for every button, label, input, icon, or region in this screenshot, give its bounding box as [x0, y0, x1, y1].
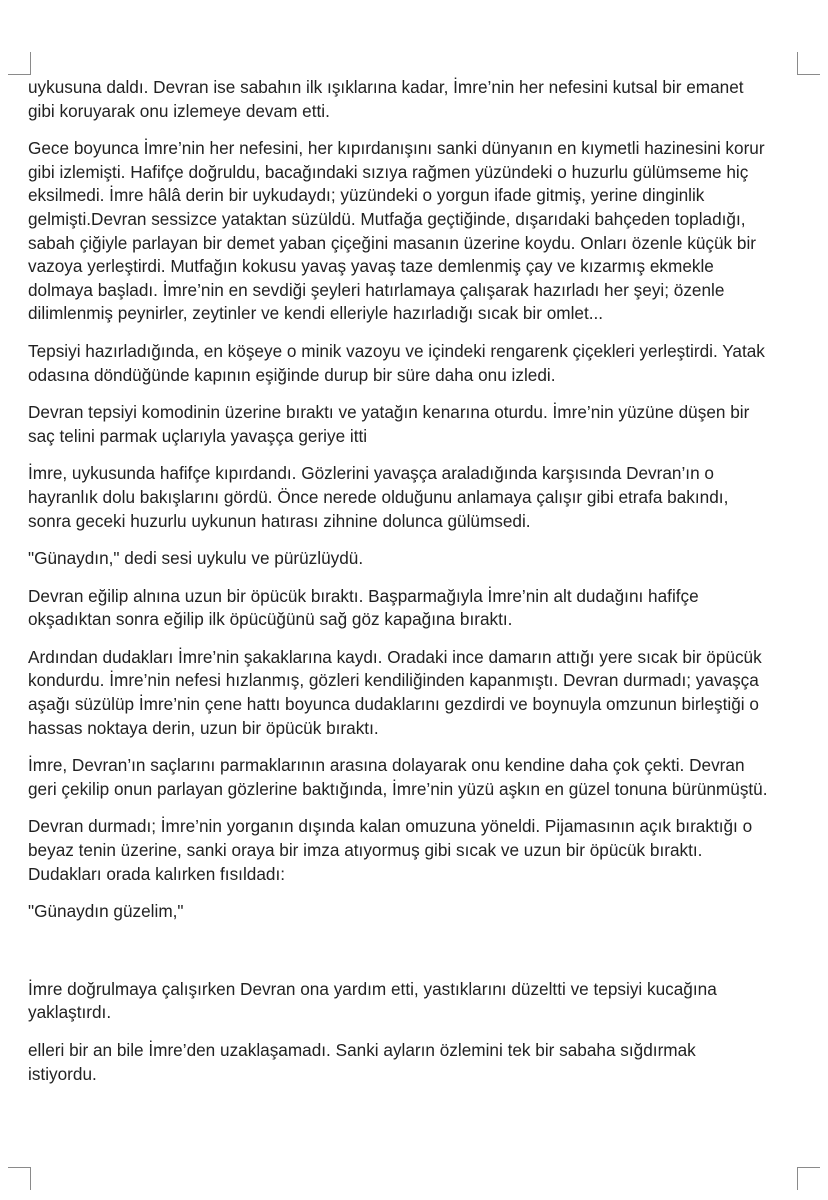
paragraph: Devran eğilip alnına uzun bir öpücük bıraktı. Başparmağıyla İmre’nin alt dudağını hafifçe okşadıktan sonra eğilip ilk öpücüğünü sağ göz kapağına bıraktı. — [28, 585, 699, 630]
paragraph: uykusuna daldı. Devran ise sabahın ilk ışıklarına kadar, İmre’nin her nefesini kutsal bir emanet gibi koruyarak onu izlemeye devam etti. — [28, 77, 744, 121]
paragraph: İmre, uykusunda hafifçe kıpırdandı. Gözlerini yavaşça araladığında karşısında Devran’ın o hayranlık dolu bakışlarını gördü. Önce nerede olduğunu anlamaya çalışır gibi etrafa bakındı, sonra geceki huzurlu uykunun hatırası zihnine dolunca gülümsedi. — [28, 463, 729, 531]
page-corner-mark-bottom-left — [8, 1167, 31, 1190]
paragraph: Gece boyunca İmre’nin her nefesini, her kıpırdanışını sanki dünyanın en kıymetli hazinesini korur gibi izlemişti. Hafifçe doğruldu, bacağındaki sızıya rağmen yüzündeki o huzurlu gülümseme hiç eksilmedi. İmre hâlâ derin bir uykudaydı; yüzündeki o yorgun ifade gitmiş, yerine dinginlik gelmişti.Devran sessizce yataktan süzüldü. Mutfağa geçtiğinde, dışarıdaki bahçeden topladığı, sabah çiğiyle parlayan bir demet yaban çiçeğini masanın üzerine koydu. Onları özenle küçük bir vazoya yerleştirdi. Mutfağın kokusu yavaş yavaş taze demlenmiş çay ve kızarmış ekmekle dolmaya başladı. İmre’nin en sevdiği şeyleri hatırlamaya çalışarak hazırladı her şeyi; özenle dilimlenmiş peynirler, zeytinler ve kendi elleriyle hazırladığı sıcak bir omlet... — [28, 138, 765, 324]
page-corner-mark-top-left — [8, 52, 31, 75]
page-corner-mark-top-right — [797, 52, 820, 75]
paragraph: İmre, Devran’ın saçlarını parmaklarının arasına dolayarak onu kendine daha çok çekti. Devran geri çekilip onun parlayan gözlerine baktığında, İmre’nin yüzü aşkın en güzel tonuna bürünmüştü. — [28, 755, 768, 799]
paragraph: "Günaydın güzelim," — [28, 901, 184, 922]
paragraph: Devran tepsiyi komodinin üzerine bıraktı ve yatağın kenarına oturdu. İmre’nin yüzüne düşen bir saç telini parmak uçlarıyla yavaşça geriye itti — [28, 402, 750, 446]
paragraph: Tepsiyi hazırladığında, en köşeye o minik vazoyu ve içindeki rengarenk çiçekleri yerleştirdi. Yatak odasına döndüğünde kapının eşiğinde durup bir süre daha onu izledi. — [28, 340, 765, 385]
paragraph: Ardından dudakları İmre’nin şakaklarına kaydı. Oradaki ince damarın attığı yere sıcak bir öpücük kondurdu. İmre’nin nefesi hızlanmış, gözleri kendiliğinden kapanmıştı. Devran durmadı; yavaşça aşağı süzülüp İmre’nin çene hattı boyunca dudaklarını gezdirdi ve boynuyla omzunun birleştiği o hassas noktaya derin, uzun bir öpücük bıraktı. — [28, 646, 762, 738]
paragraph: "Günaydın," dedi sesi uykulu ve pürüzlüydü. — [28, 548, 364, 569]
page-corner-mark-bottom-right — [797, 1167, 820, 1190]
paragraph: İmre doğrulmaya çalışırken Devran ona yardım etti, yastıklarını düzeltti ve tepsiyi kucağına yaklaştırdı. — [28, 978, 717, 1023]
document-body[interactable] — [28, 76, 814, 1100]
paragraph: elleri bir an bile İmre’den uzaklaşamadı. Sanki ayların özlemini tek bir sabaha sığdırmak istiyordu. — [28, 1040, 696, 1084]
paragraph: Devran durmadı; İmre’nin yorganın dışında kalan omuzuna yöneldi. Pijamasının açık bıraktığı o beyaz tenin üzerine, sanki oraya bir imza atıyormuş gibi sıcak ve uzun bir öpücük bıraktı. Dudakları orada kalırken fısıldadı: — [28, 816, 753, 884]
